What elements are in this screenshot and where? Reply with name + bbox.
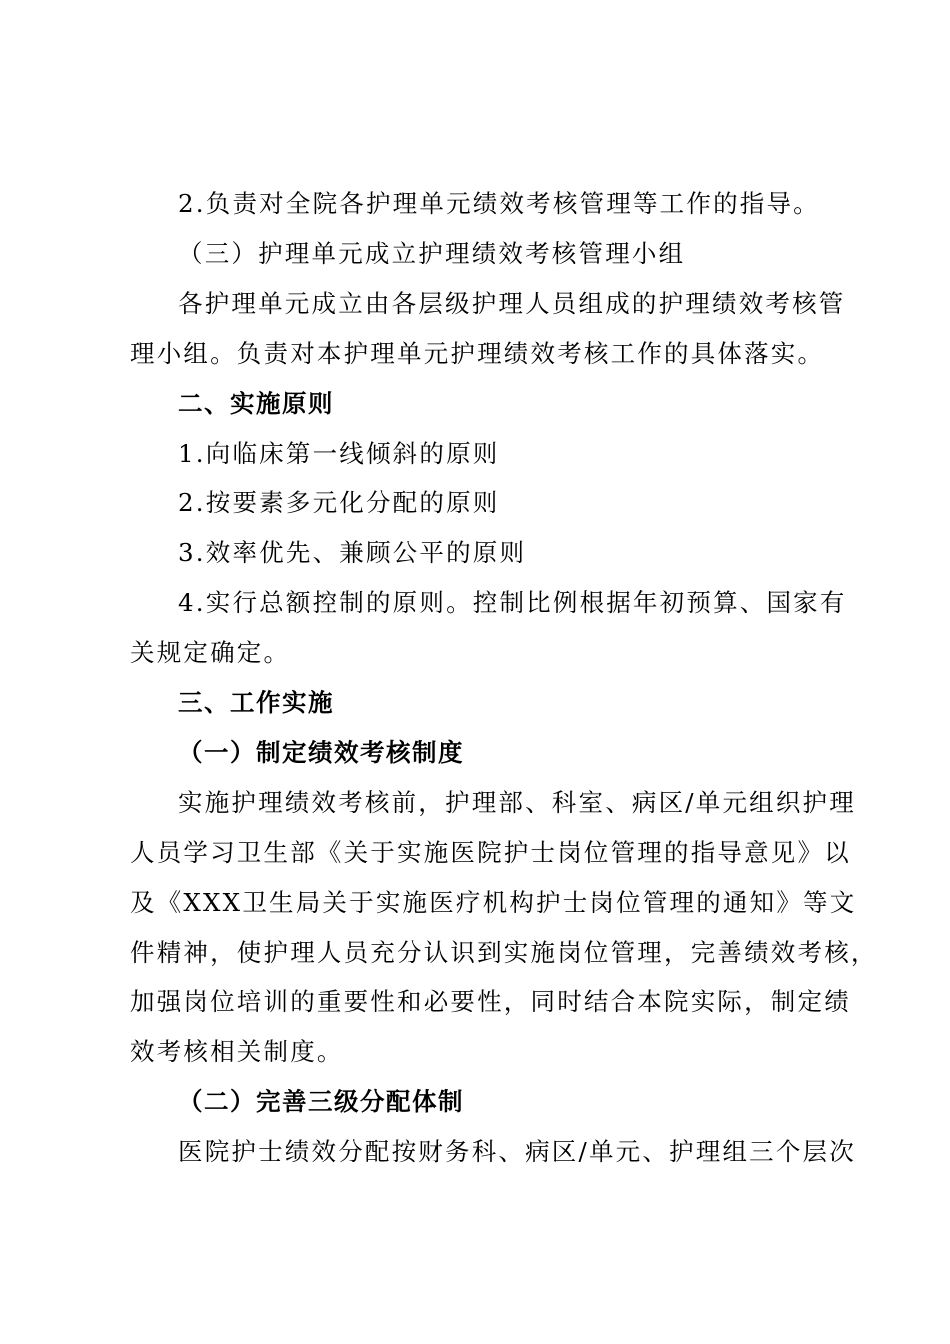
list-item: 3.效率优先、兼顾公平的原则 (178, 538, 527, 567)
paragraph-line: 人员学习卫生部《关于实施医院护士岗位管理的指导意见》以 (130, 838, 851, 867)
paragraph-line: 2.负责对全院各护理单元绩效考核管理等工作的指导。 (178, 189, 820, 218)
list-item: 4.实行总额控制的原则。控制比例根据年初预算、国家有 (178, 588, 847, 617)
paragraph-line: 实施护理绩效考核前，护理部、科室、病区/单元组织护理 (178, 788, 856, 817)
paragraph-line: 加强岗位培训的重要性和必要性，同时结合本院实际，制定绩 (130, 987, 851, 1016)
paragraph-line: 效考核相关制度。 (130, 1037, 344, 1066)
paragraph-line: 关规定确定。 (130, 638, 291, 667)
list-item: 1.向临床第一线倾斜的原则 (178, 439, 500, 468)
section-heading: 三、工作实施 (178, 688, 334, 717)
section-heading: 二、实施原则 (178, 389, 334, 418)
list-item: 2.按要素多元化分配的原则 (178, 488, 500, 517)
paragraph-line: 各护理单元成立由各层级护理人员组成的护理绩效考核管 (178, 289, 846, 318)
paragraph-line: 医院护士绩效分配按财务科、病区/单元、护理组三个层次 (178, 1137, 856, 1166)
paragraph-line: 件精神，使护理人员充分认识到实施岗位管理，完善绩效考核， (130, 938, 878, 967)
subsection-heading: （三）护理单元成立护理绩效考核管理小组 (178, 239, 686, 268)
paragraph-line: 及《XXX卫生局关于实施医疗机构护士岗位管理的通知》等文 (130, 888, 857, 917)
subsection-heading: （一）制定绩效考核制度 (178, 738, 464, 767)
subsection-heading: （二）完善三级分配体制 (178, 1087, 464, 1116)
paragraph-line: 理小组。负责对本护理单元护理绩效考核工作的具体落实。 (130, 339, 825, 368)
